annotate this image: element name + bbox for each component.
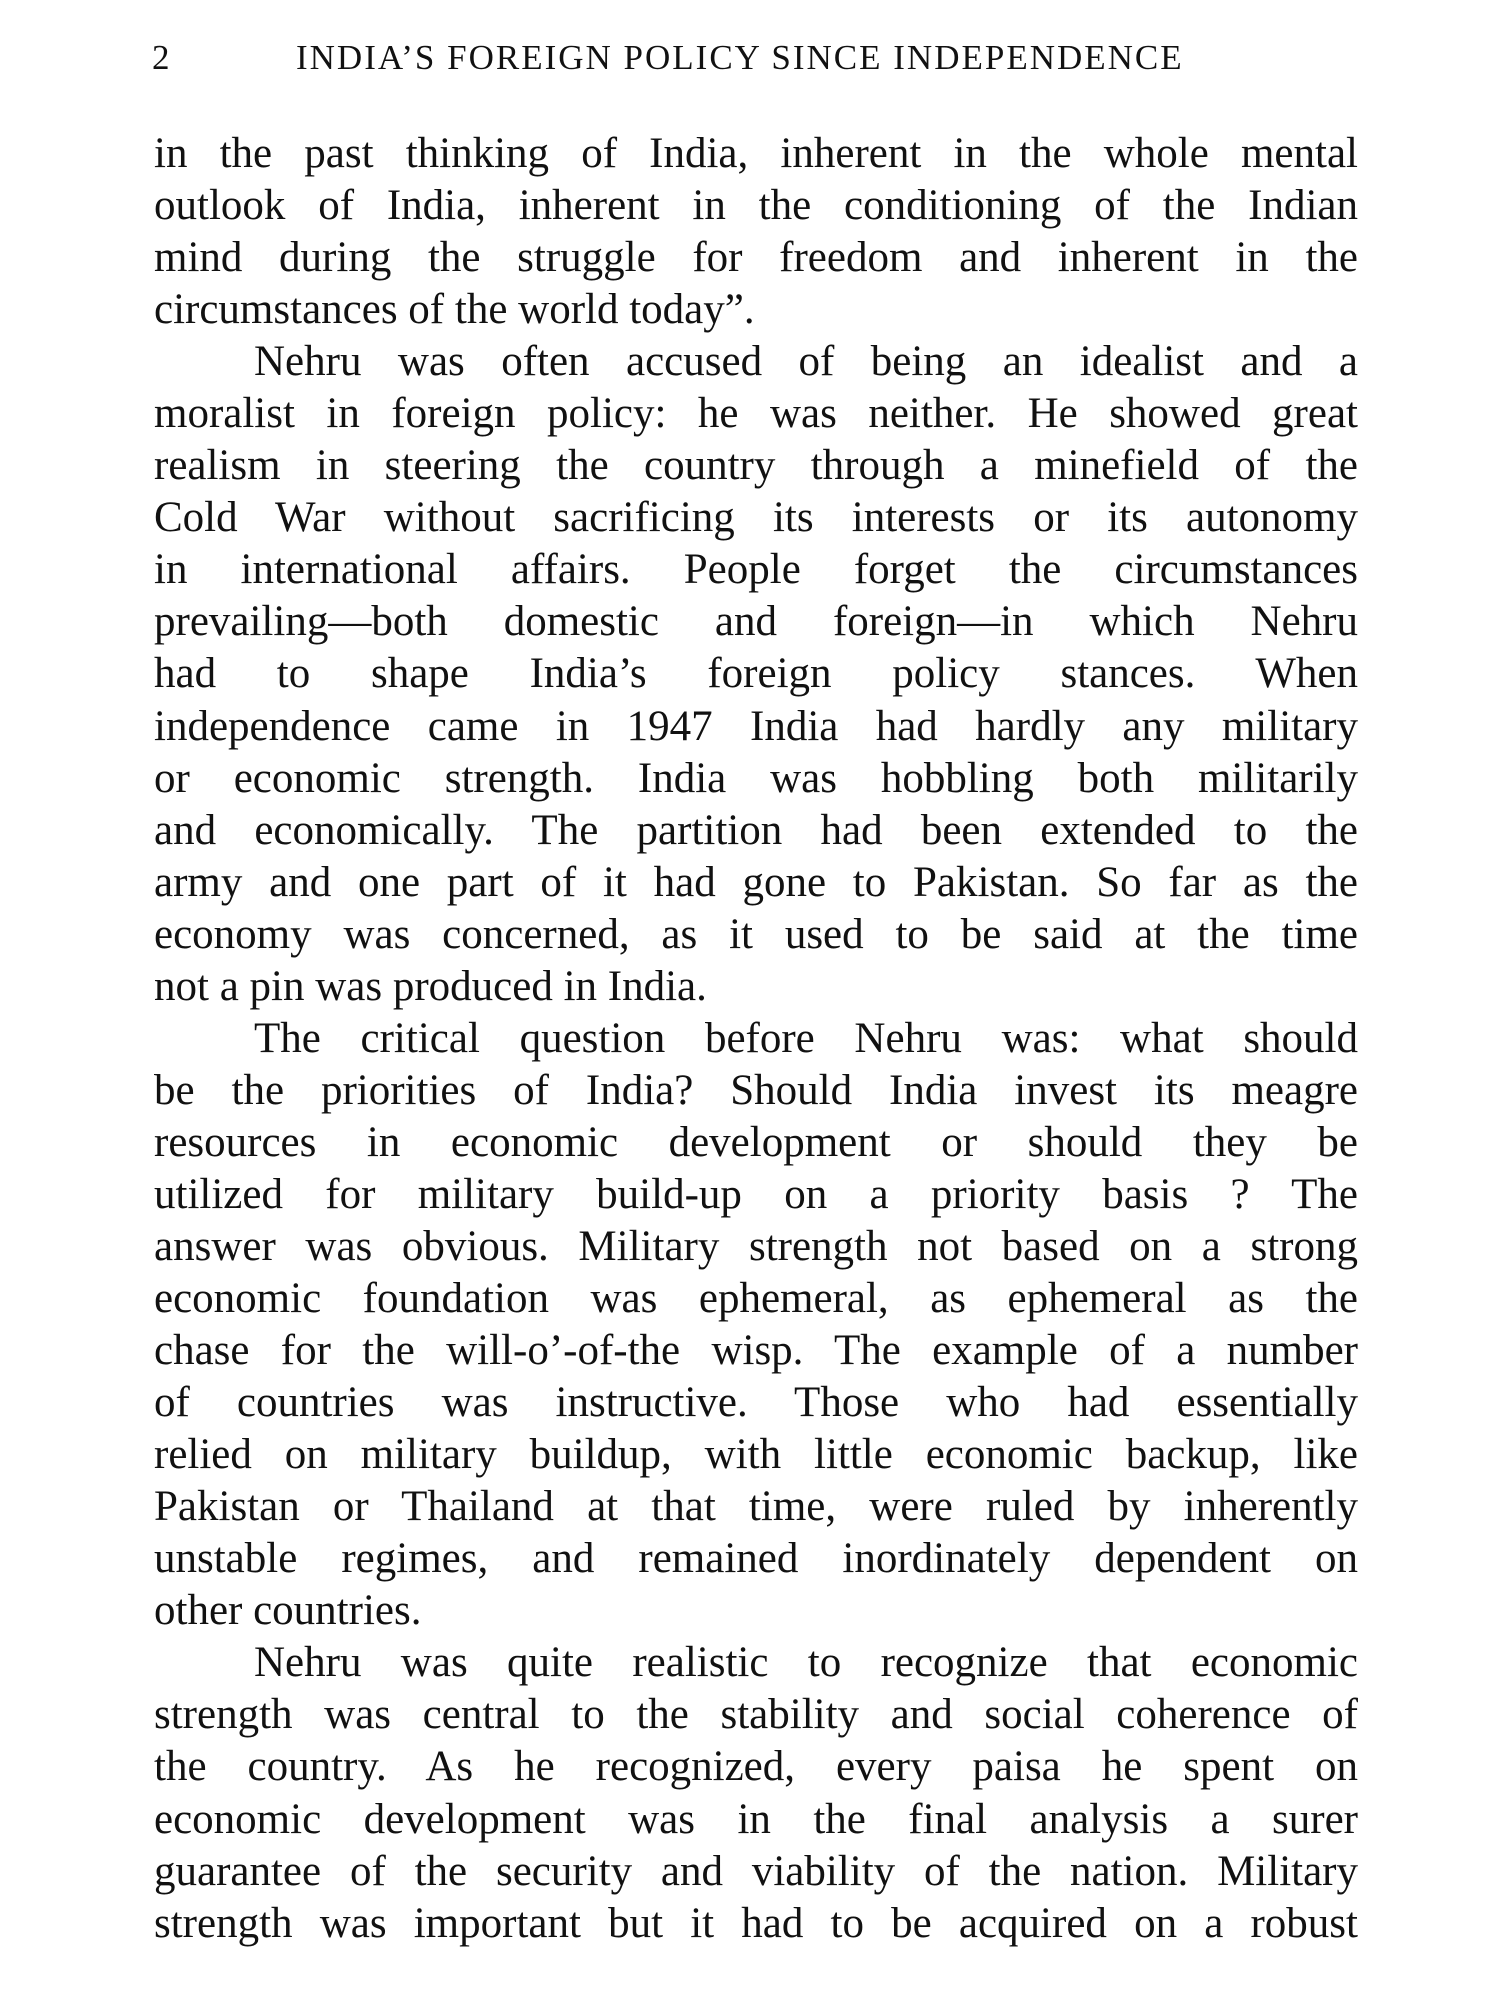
text-line: guarantee of the security and viability of the nation. Military [154, 1847, 1358, 1895]
body-text [154, 128, 1358, 1950]
paragraph-2 [154, 336, 1358, 1013]
text-line: the country. As he recognized, every paisa he spent on [154, 1743, 1358, 1791]
text-line: and economically. The partition had been extended to the [154, 806, 1358, 854]
paragraph-4 [154, 1637, 1358, 1949]
text-line: Nehru was often accused of being an idealist and a [254, 338, 1358, 386]
text-line: outlook of India, inherent in the conditioning of the Indian [154, 182, 1358, 230]
text-line: in international affairs. People forget the circumstances [154, 546, 1358, 594]
text-line: Pakistan or Thailand at that time, were ruled by inherently [154, 1483, 1358, 1531]
text-line: not a pin was produced in India. [154, 962, 707, 1010]
text-line: The critical question before Nehru was: what should [254, 1014, 1358, 1062]
text-line: prevailing—both domestic and foreign—in which Nehru [154, 598, 1358, 646]
running-head [152, 34, 1372, 82]
text-line: unstable regimes, and remained inordinately dependent on [154, 1535, 1358, 1583]
paragraph-3 [154, 1013, 1358, 1638]
text-line: realism in steering the country through a minefield of the [154, 442, 1358, 490]
text-line: moralist in foreign policy: he was neither. He showed great [154, 390, 1358, 438]
text-line: Nehru was quite realistic to recognize that economic [254, 1639, 1358, 1687]
text-line: other countries. [154, 1587, 422, 1635]
text-line: utilized for military build-up on a priority basis ? The [154, 1170, 1358, 1218]
text-line: strength was important but it had to be acquired on a robust [154, 1899, 1358, 1947]
running-title: INDIA’S FOREIGN POLICY SINCE INDEPENDENCE [296, 38, 1184, 77]
text-line: in the past thinking of India, inherent in the whole mental [154, 130, 1358, 177]
text-line: resources in economic development or should they be [154, 1118, 1358, 1166]
text-line: circumstances of the world today”. [154, 286, 755, 334]
text-line: had to shape India’s foreign policy stances. When [154, 650, 1358, 698]
text-line: economy was concerned, as it used to be said at the time [154, 910, 1358, 958]
text-line: mind during the struggle for freedom and inherent in the [154, 234, 1358, 282]
text-line: relied on military buildup, with little economic backup, like [154, 1431, 1358, 1479]
text-line: economic foundation was ephemeral, as ephemeral as the [154, 1275, 1358, 1323]
paragraph-1 [154, 128, 1358, 336]
text-line: Cold War without sacrificing its interests or its autonomy [154, 494, 1358, 542]
text-line: or economic strength. India was hobbling both militarily [154, 754, 1358, 802]
text-line: economic development was in the final analysis a surer [154, 1795, 1358, 1843]
text-line: answer was obvious. Military strength not based on a strong [154, 1222, 1358, 1270]
text-line: independence came in 1947 India had hardly any military [154, 702, 1358, 750]
text-line: be the priorities of India? Should India invest its meagre [154, 1066, 1358, 1114]
text-line: chase for the will-o’-of-the wisp. The example of a number [154, 1327, 1358, 1375]
page-number: 2 [152, 38, 170, 77]
text-line: army and one part of it had gone to Pakistan. So far as the [154, 858, 1358, 906]
text-line: of countries was instructive. Those who had essentially [154, 1379, 1358, 1427]
text-line: strength was central to the stability and social coherence of [154, 1691, 1358, 1739]
